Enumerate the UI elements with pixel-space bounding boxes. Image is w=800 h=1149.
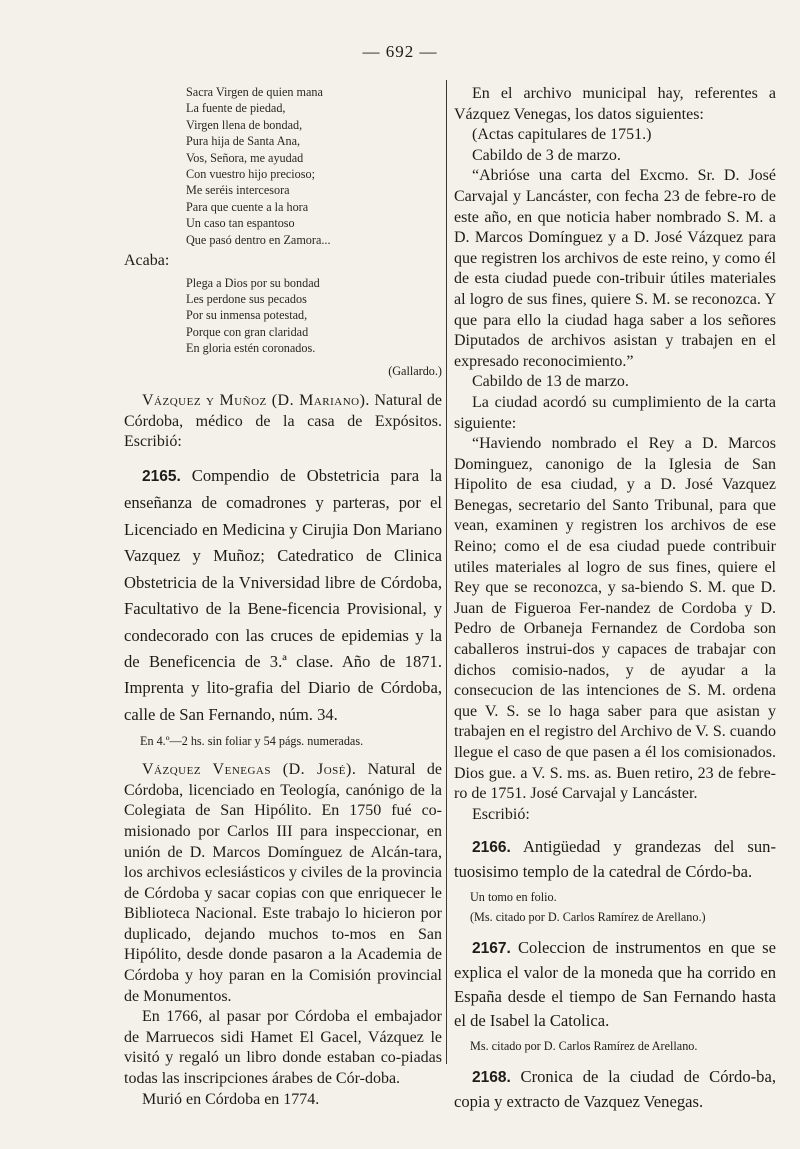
page-number: — 692 — xyxy=(362,42,438,61)
entry-2167 xyxy=(454,936,776,1033)
entry-2167-note: Ms. citado por D. Carlos Ramírez de Arellano. xyxy=(470,1039,698,1054)
author-name: Vázquez Venegas (D. José). xyxy=(142,761,357,779)
acaba-label: Acaba: xyxy=(124,252,170,270)
poem-line: Pura hija de Santa Ana, xyxy=(186,134,301,149)
poem-line: Para que cuente a la hora xyxy=(186,199,309,214)
left-column xyxy=(124,84,442,1110)
entry-number: 2165. xyxy=(142,468,181,486)
entry-2166 xyxy=(454,835,776,884)
cabildo-heading: Cabildo de 3 de marzo. xyxy=(472,146,621,164)
entry-2168 xyxy=(454,1065,776,1114)
author-name: Vázquez y Muñoz (D. Mariano). xyxy=(142,392,370,410)
poem-line: Un caso tan espantoso xyxy=(186,216,295,231)
poem-line: Que pasó dentro en Zamora... xyxy=(186,232,331,247)
actas-reference: (Actas capitulares de 1751.) xyxy=(472,126,652,144)
entry-title: Cronica de la ciudad de Córdo-ba, copia y extracto de Vazquez Venegas. xyxy=(454,1067,776,1112)
archive-intro: En el archivo municipal hay, referentes a Vázquez Venegas, los datos siguientes: xyxy=(454,85,776,123)
entry-2166-note: Un tomo en folio. xyxy=(470,890,557,905)
poem-line: La fuente de piedad, xyxy=(186,101,286,116)
royal-letter-quote: “Haviendo nombrado el Rey a D. Marcos Dominguez, canonigo de la Iglesia de San Hipolito de esa ciudad, y a D. José Vazquez Benegas, secretario del Santo Tribunal, para que vean, examinen y registren los archivos de ese Reino; como el de esa ciudad puede contribuir utiles materiales al logro de sus fines, quiere el Rey que se reconozca, y sa-biendo S. M. que D. Juan de Figueroa Fer-nandez de Cordoba y D. Pedro de Orbaneja Fernandez de Cordoba son caballeros instrui-dos y capaces de trabajar con dichos comisio-nados, y de ayudar a la consecucion de las intenciones de S. M. ordena que V. S. se lo haga saber para que asistan y trabajen en el registro del Archivo de V. S. cuando llegue el caso de que pasen a él los comisionados. Dios gue. a V. S. ms. as. Buen retiro, 23 de febre-ro de 1751. José Carvajal y Lancáster. xyxy=(454,435,776,803)
entry-number: 2168. xyxy=(472,1069,511,1087)
cabildo-quote: “Abrióse una carta del Excmo. Sr. D. José Carvajal y Lancáster, con fecha 23 de febre-ro de este año, en que noticia haber nombrado S. M. a D. Marcos Domínguez y a D. José Vázquez para que registren los archivos de este reino, y como él de esta ciudad puede con-tribuir útiles materiales al logro de sus fines, quiere S. M. se reconozca. Y que para ello la ciudad haga saber a los señores Diputados de archivos asistan y trabajen en el expresado reconocimiento.” xyxy=(454,167,776,370)
poem-line: Con vuestro hijo precioso; xyxy=(186,167,315,182)
entry-title: Compendio de Obstetricia para la enseñanza de comadrones y parteras, por el Licenciado en Medicina y Cirujia Don Mariano Vazquez y Muñoz; Catedratico de Clinica Obstetricia de la Vniversidad libre de Córdoba, Facultativo de la Bene-ficencia Provisional, y condecorado con las cruces de epidemias y la de Beneficencia de 3.ª clase. Año de 1871. Imprenta y lito-grafia del Diario de Córdoba, calle de San Fernando, núm. 34. xyxy=(124,466,442,724)
poem-source: (Gallardo.) xyxy=(388,363,442,378)
author-bio: Natural de Córdoba, licenciado en Teología, canónigo de la Colegiata de San Hipólito. En 1750 fué co-misionado por Carlos III para inspeccionar, en unión de D. Marcos Domínguez de Alcán-tara, los archivos eclesiásticos y civiles de la provincia de Córdoba y sacar copias con que enriquecer le Biblioteca Nacional. Este trabajo lo hicieron por duplicado, dejando muchos to-mos en San Hipólito, desde donde pasaron a la Academia de Córdoba y hoy paran en la Comisión provincial de Monumentos. xyxy=(124,761,443,1005)
entry-number: 2167. xyxy=(472,940,511,958)
poem-line: Vos, Señora, me ayudad xyxy=(186,150,304,165)
entry-2166-note: (Ms. citado por D. Carlos Ramírez de Arellano.) xyxy=(470,910,706,925)
poem-line: Plega a Dios por su bondad xyxy=(186,275,320,290)
escribio-label: Escribió: xyxy=(472,805,530,823)
death-note: Murió en Córdoba en 1774. xyxy=(142,1090,320,1108)
poem-line: Les perdone sus pecados xyxy=(186,292,307,307)
entry-title: Antigüedad y grandezas del sun-tuosisimo templo de la catedral de Córdo-ba. xyxy=(454,837,777,882)
entry-title: Coleccion de instrumentos en que se explica el valor de la moneda que ha corrido en España desde el tiempo de San Fernando hasta el de Isabel la Catolica. xyxy=(454,938,776,1031)
poem-line: Sacra Virgen de quien mana xyxy=(186,85,323,99)
poem-line: En gloria estén coronados. xyxy=(186,341,316,356)
column-divider xyxy=(446,80,447,1064)
poem-line: Porque con gran claridad xyxy=(186,324,309,339)
poem-closing xyxy=(124,275,442,357)
author-entry-vazquez-munoz xyxy=(124,391,442,453)
entry-number: 2166. xyxy=(472,839,511,857)
cabildo-heading: Cabildo de 13 de marzo. xyxy=(472,373,629,391)
poem-line: Me seréis intercesora xyxy=(186,183,290,198)
poem-opening xyxy=(124,84,442,248)
paragraph-1766: En 1766, al pasar por Córdoba el embajador de Marruecos sidi Hamet El Gacel, Vázquez le visitó y regaló un libro donde estaban co-piadas todas las inscripciones árabes de Cór-doba. xyxy=(124,1008,442,1088)
agreement-text: La ciudad acordó su cumplimiento de la carta siguiente: xyxy=(454,393,776,432)
poem-line: Virgen llena de bondad, xyxy=(186,117,303,132)
author-bio: Natural de Córdoba, médico de la casa de Expósitos. Escribió: xyxy=(124,392,443,451)
author-entry-vazquez-venegas xyxy=(124,760,442,1007)
entry-2165-note: En 4.º—2 hs. sin foliar y 54 págs. numeradas. xyxy=(140,734,364,749)
right-column xyxy=(454,84,776,1118)
poem-line: Por su inmensa potestad, xyxy=(186,308,308,323)
entry-2165 xyxy=(124,463,442,728)
